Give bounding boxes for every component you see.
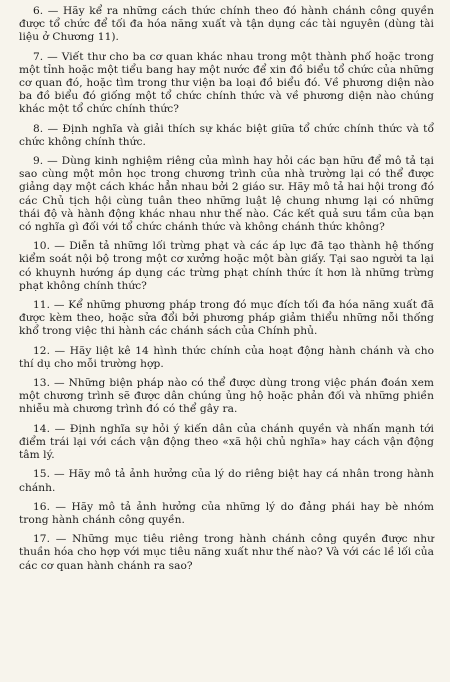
question-text: — Những biện pháp nào có thể được dùng trong việc phán đoán xem một chương trình sẽ được dân chúng ủng hộ hoặc phản đối và những phiền nhiễu mà chương trình đó có thể gây ra. [19, 377, 435, 416]
question-text: — Những mục tiêu riêng trong hành chánh công quyền được như thuần hóa cho hợp với mục tiêu năng xuất như thế nào? Và với các lề lối của các cơ quan hành chánh ra sao? [19, 533, 434, 572]
question-16 [19, 501, 434, 527]
question-number: 14. [33, 422, 50, 435]
question-13 [19, 377, 434, 417]
question-text: — Hãy liệt kê 14 hình thức chính của hoạt động hành chánh và cho thí dụ cho mỗi trường hợp. [19, 344, 434, 370]
question-number: 11. [33, 299, 50, 312]
question-14 [19, 423, 434, 463]
question-7 [19, 51, 434, 117]
question-number: 15. [33, 468, 50, 481]
question-text: — Kể những phương pháp trong đó mục đích tối đa hóa năng xuất đã được kèm theo, hoặc sửa đổi bởi phương pháp giảm thiểu những nỗi thống khổ trong việc thi hành các chánh sách của Chính phủ. [19, 299, 435, 338]
question-6 [19, 5, 434, 45]
question-number: 12. [33, 344, 50, 357]
question-12 [19, 345, 434, 371]
question-text: — Diễn tả những lối trừng phạt và các áp lực đã tạo thành hệ thống kiểm soát nội bộ trong một cơ xưởng hoặc một bàn giấy. Tại sao người ta lại có khuynh hướng áp dụng các trừng phạt chính thức ít hơn là những trừng phạt không chính thức? [19, 240, 434, 292]
question-text: — Hãy kể ra những cách thức chính theo đó hành chánh công quyền được tổ chức để tối đa hóa năng xuất và tận dụng các tài nguyên (dùng tài liệu ở Chương 11). [19, 5, 434, 44]
question-8 [19, 123, 434, 149]
question-number: 13. [33, 377, 50, 390]
question-text: — Hãy mô tả ảnh hưởng của lý do riêng biệt hay cá nhân trong hành chánh. [19, 468, 434, 494]
question-17 [19, 533, 434, 573]
question-number: 9. [33, 155, 44, 168]
question-15 [19, 468, 434, 494]
question-text: — Định nghĩa sự hỏi ý kiến dân của chánh quyền và nhấn mạnh tới điểm trái lại với cách vận động theo «xã hội chủ nghĩa» hay cách vận động tâm lý. [19, 422, 434, 462]
question-number: 8. [33, 122, 44, 135]
question-number: 10. [33, 240, 50, 253]
question-number: 17. [33, 533, 50, 546]
question-text: — Viết thư cho ba cơ quan khác nhau trong một thành phố hoặc trong một tỉnh hoặc một tiểu bang hay một nước để xin đồ biểu tổ chức của những cơ quan đó, hoặc tìm trong thư viện ba loại đồ biểu đó. Về phương diện nào ba đồ biểu đó giống một tổ chức chính thức và về phương diện nào chúng khác một tổ chức chính thức? [19, 50, 435, 116]
question-text: — Định nghĩa và giải thích sự khác biệt giữa tổ chức chính thức và tổ chức không chính thức. [19, 122, 434, 148]
question-9 [19, 155, 434, 234]
question-number: 6. [33, 5, 44, 17]
question-number: 7. [33, 50, 44, 63]
question-10 [19, 240, 434, 293]
question-text: — Hãy mô tả ảnh hưởng của những lý do đảng phái hay bè nhóm trong hành chánh công quyền. [19, 500, 434, 526]
question-11 [19, 299, 434, 339]
question-number: 16. [33, 500, 50, 513]
question-text: — Dùng kinh nghiệm riêng của mình hay hỏi các bạn hữu để mô tả tại sao cùng một môn học trong chương trình của nhà trường lại có thể được giảng dạy một cách khác hẳn nhau bởi 2 giáo sư. Hãy mô tả hai hội trong đó các Chủ tịch hội cùng tuân theo những luật lệ chung nhưng lại có những thái độ và hành động khác nhau như thế nào. Các kết quả sưu tầm của bạn có nghĩa gì đối với tổ chức chánh thức và không chánh thức không? [19, 155, 434, 234]
